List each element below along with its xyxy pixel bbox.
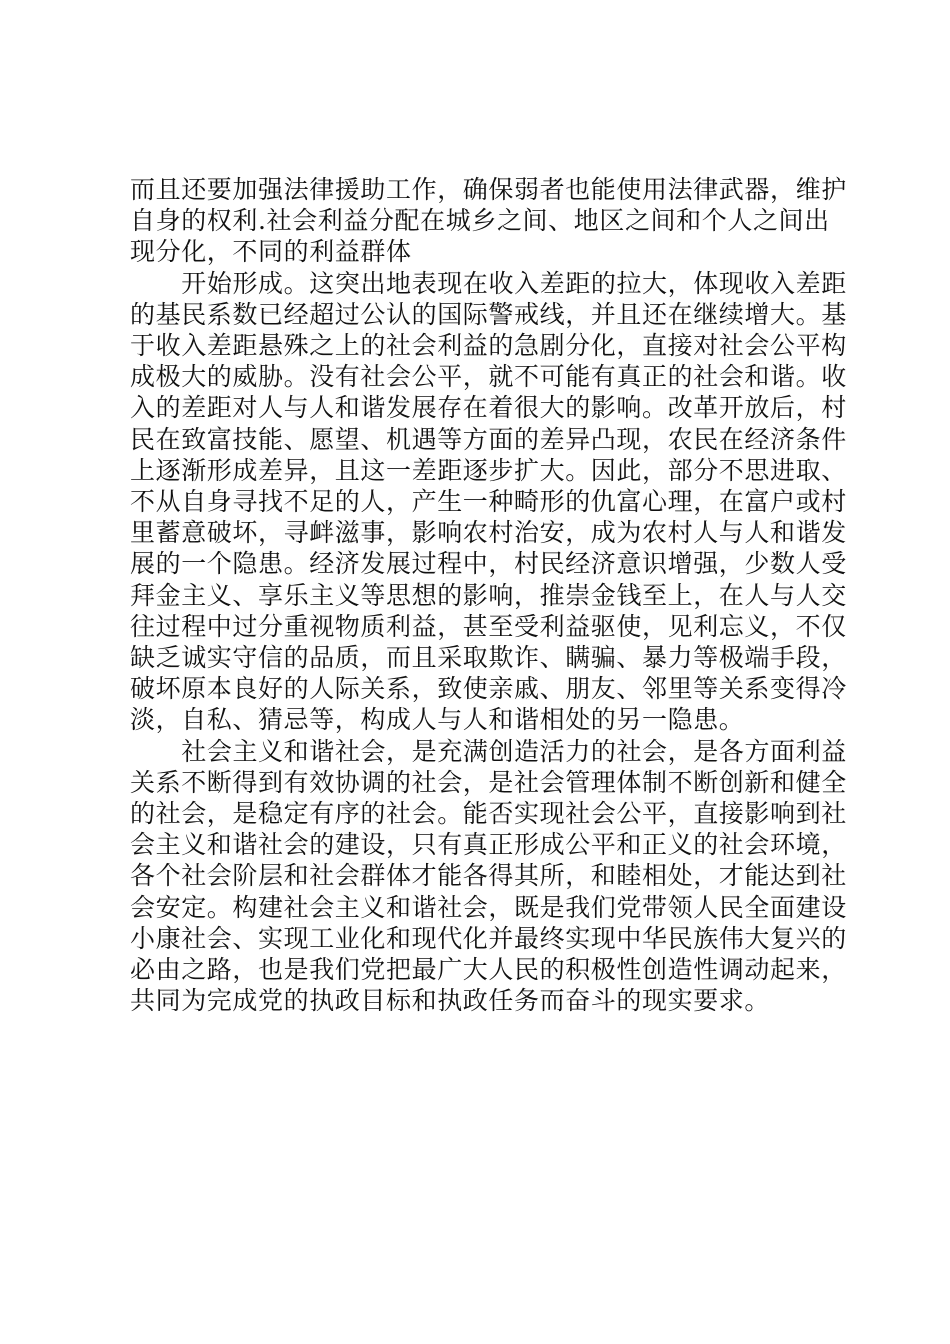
paragraph-harmonious-society: 社会主义和谐社会，是充满创造活力的社会，是各方面利益关系不断得到有效协调的社会，是社会管理体制不断创新和健全的社会，是稳定有序的社会。能否实现社会公平，直接影响到社会主义和谐社会的建设，只有真正形成公平和正义的社会环境，各个社会阶层和社会群体才能各得其所，和睦相处，才能达到社会安定。构建社会主义和谐社会，既是我们党带领人民全面建设小康社会、实现工业化和现代化并最终实现中华民族伟大复兴的必由之路，也是我们党把最广大人民的积极性创造性调动起来，共同为完成党的执政目标和执政任务而奋斗的现实要求。 [130, 736, 847, 1016]
paragraph-continued: 而且还要加强法律援助工作，确保弱者也能使用法律武器，维护自身的权利.社会利益分配在城乡之间、地区之间和个人之间出现分化，不同的利益群体 [130, 175, 847, 267]
paragraph-income-gap: 开始形成。这突出地表现在收入差距的拉大，体现收入差距的基民系数已经超过公认的国际警戒线，并且还在继续增大。基于收入差距悬殊之上的社会利益的急剧分化，直接对社会公平构成极大的威胁。没有社会公平，就不可能有真正的社会和谐。收入的差距对人与人和谐发展存在着很大的影响。改革开放后，村民在致富技能、愿望、机遇等方面的差异凸现，农民在经济条件上逐渐形成差异，且这一差距逐步扩大。因此，部分不思进取、不从自身寻找不足的人，产生一种畸形的仇富心理，在富户或村里蓄意破坏，寻衅滋事，影响农村治安，成为农村人与人和谐发展的一个隐患。经济发展过程中，村民经济意识增强，少数人受拜金主义、享乐主义等思想的影响，推崇金钱至上，在人与人交往过程中过分重视物质利益，甚至受利益驱使，见利忘义，不仅缺乏诚实守信的品质，而且采取欺诈、瞒骗、暴力等极端手段，破坏原本良好的人际关系，致使亲戚、朋友、邻里等关系变得冷淡，自私、猜忌等，构成人与人和谐相处的另一隐患。 [130, 268, 847, 735]
document-body [130, 174, 850, 1016]
